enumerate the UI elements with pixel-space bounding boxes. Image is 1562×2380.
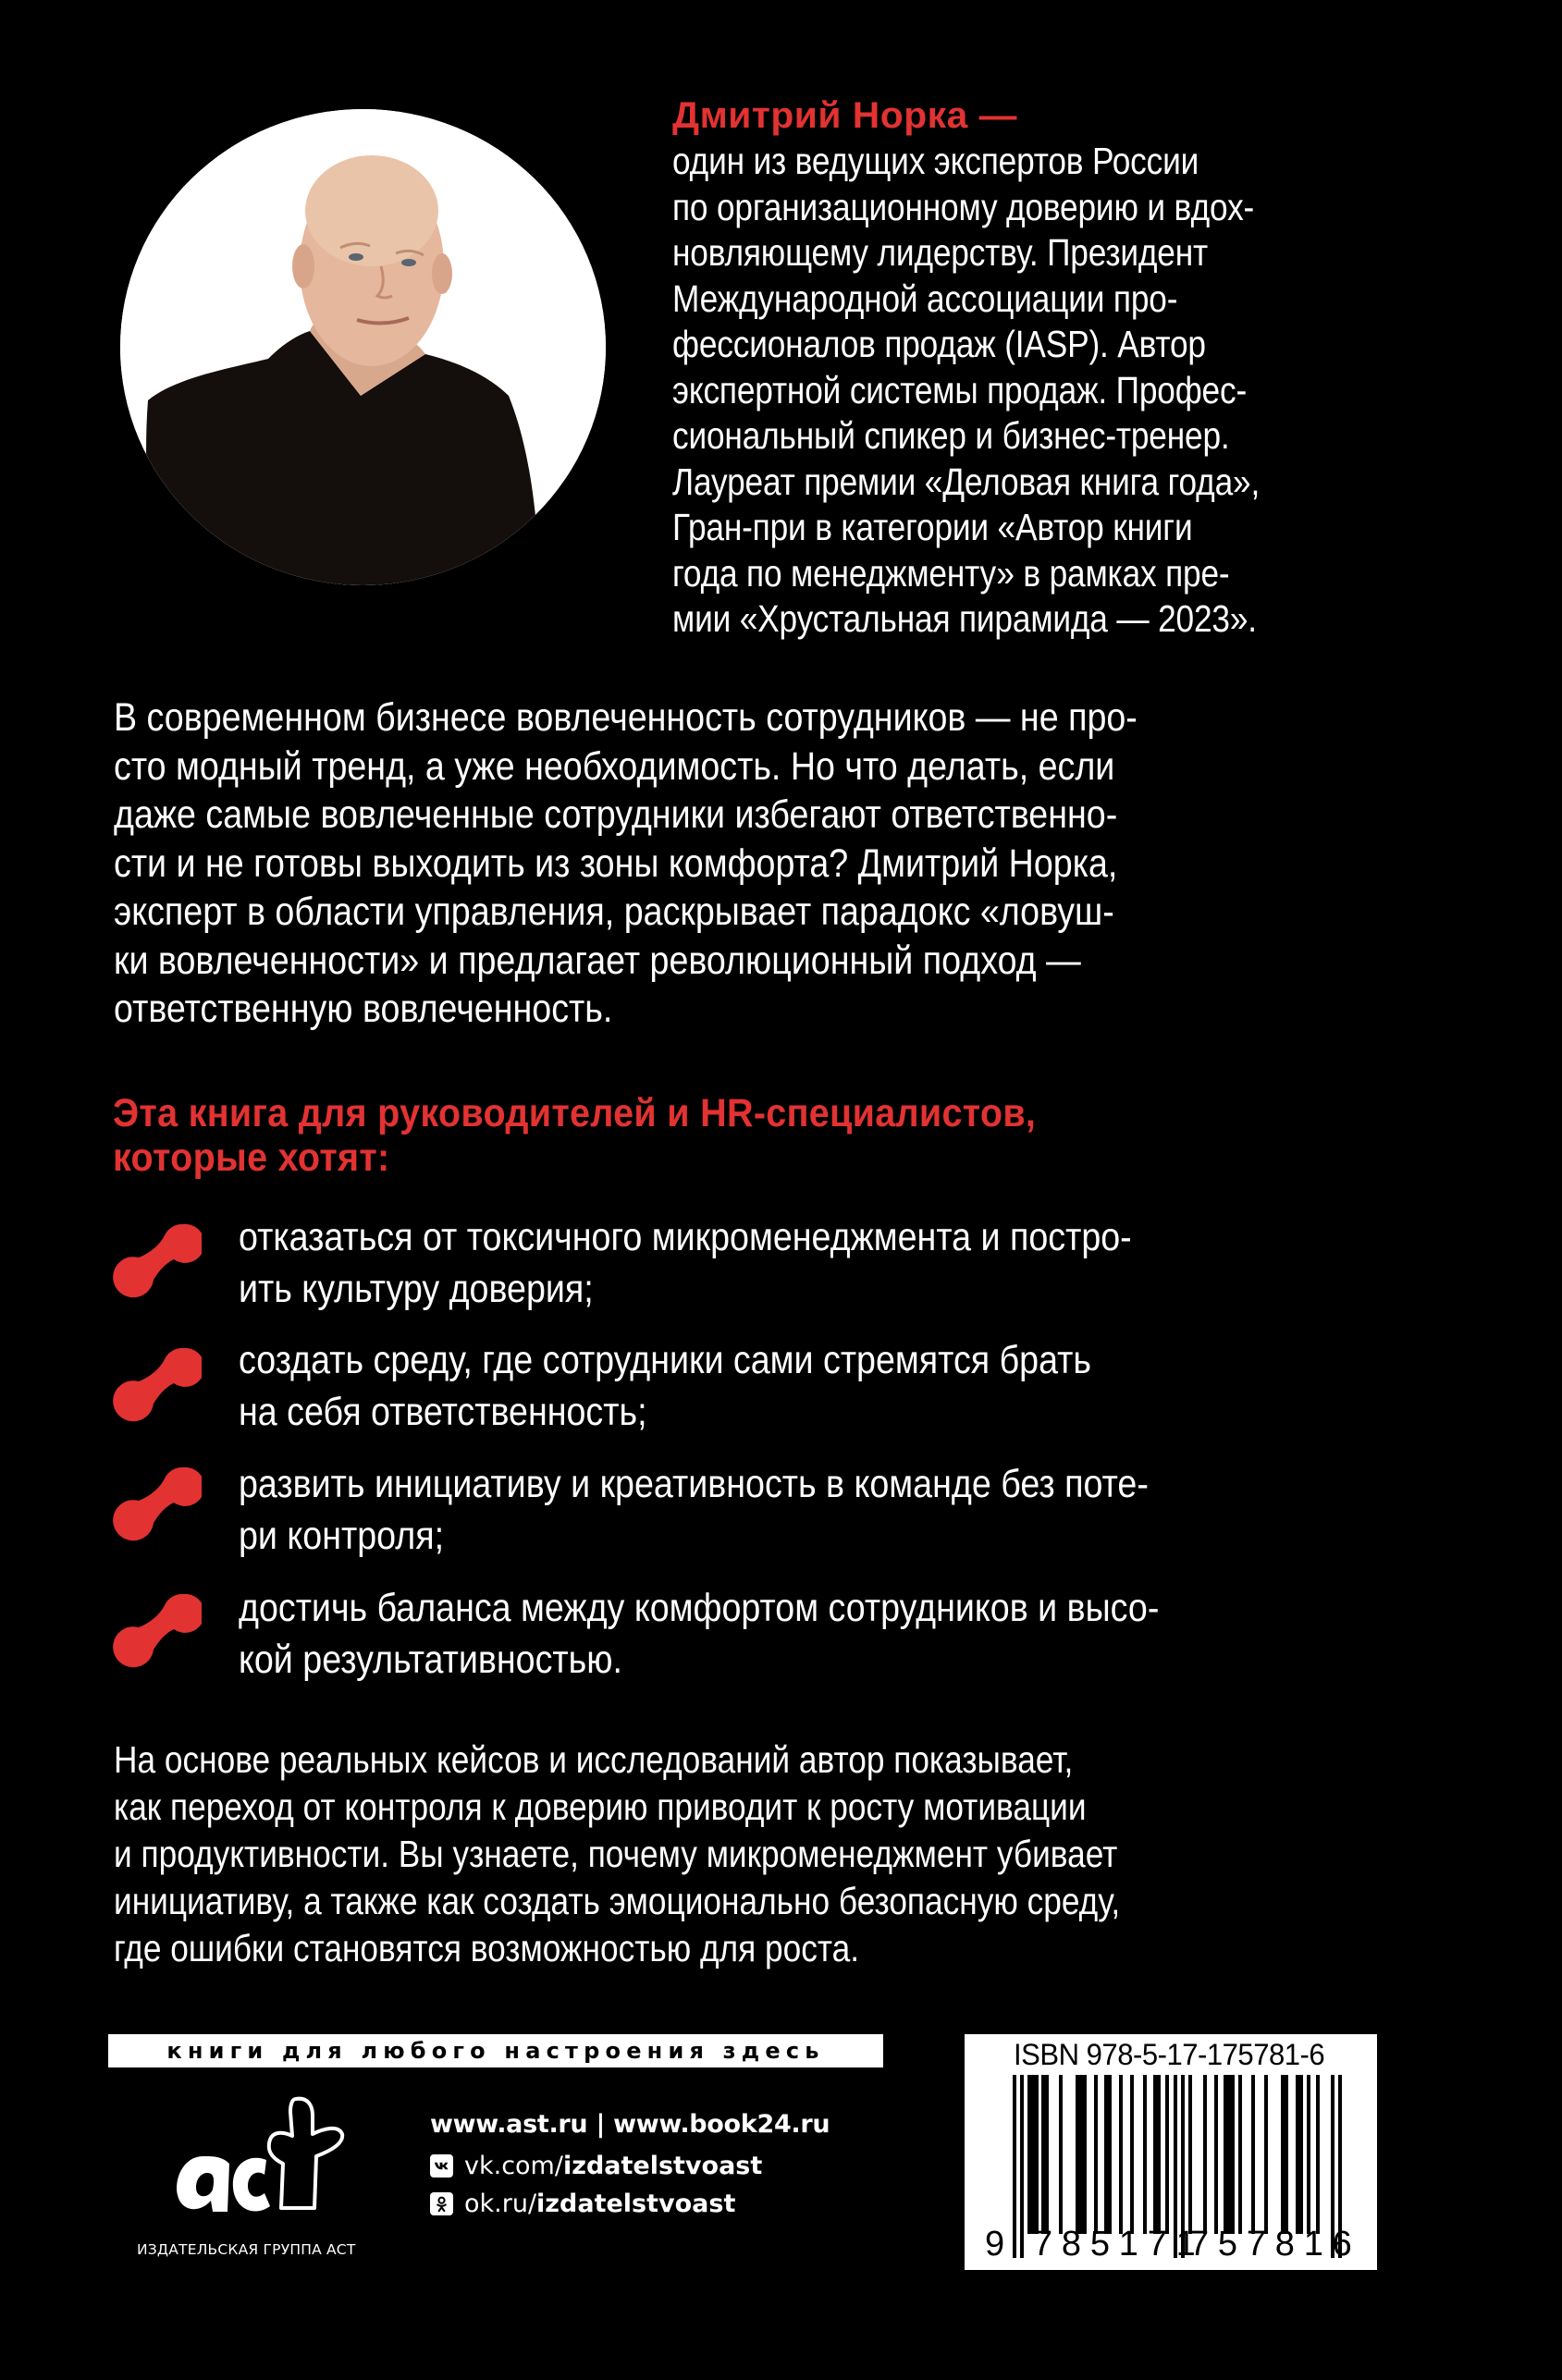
barcode-digit-first: 9: [985, 2225, 1005, 2263]
closing-line: На основе реальных кейсов и исследований автор показывает,: [114, 1738, 1074, 1781]
intro-line: сто модный тренд, а уже необходимость. Но что делать, если: [114, 743, 1115, 789]
ast-logo-icon: [166, 2092, 351, 2221]
vk-prefix: vk.com/: [464, 2152, 563, 2180]
closing-line: как переход от контроля к доверию приводит к росту мотивации: [114, 1785, 1087, 1828]
closing-line: где ошибки становятся возможностью для роста.: [114, 1927, 860, 1969]
publisher-label: ИЗДАТЕЛЬСКАЯ ГРУППА АСТ: [137, 2241, 356, 2258]
list-item-line: развить инициативу и креативность в команде без поте-: [239, 1462, 1149, 1506]
author-photo: [120, 109, 606, 585]
author-bio: [672, 92, 1440, 643]
red-dumbbell-bullet-icon: [109, 1213, 202, 1306]
author-name-heading: Дмитрий Норка —: [672, 95, 1017, 136]
red-dumbbell-bullet-icon: [109, 1583, 202, 1675]
ok-icon: [430, 2192, 453, 2215]
slogan-bar: [108, 2034, 883, 2067]
ok-handle: izdatelstvoast: [536, 2190, 736, 2218]
intro-line: даже самые вовлеченные сотрудники избегают ответственно-: [114, 792, 1118, 837]
bio-line: Лауреат премии «Деловая книга года»,: [672, 460, 1261, 503]
publisher-links: [430, 2110, 830, 2218]
list-item-line: ить культуру доверия;: [239, 1267, 594, 1311]
intro-line: ки вовлеченности» и предлагает революционный подход —: [114, 938, 1081, 983]
slogan-text: книги для любого настроения здесь: [166, 2038, 825, 2064]
intro-line: сти и не готовы выходить из зоны комфорта? Дмитрий Норка,: [114, 840, 1118, 886]
intro-line: эксперт в области управления, раскрывает парадокс «ловуш-: [114, 889, 1114, 934]
bio-line: по организационному доверию и вдох-: [672, 185, 1255, 228]
audience-heading-line: которые хотят:: [113, 1135, 390, 1180]
red-dumbbell-bullet-icon: [109, 1456, 202, 1549]
author-portrait-image: [120, 109, 606, 585]
bio-line: сиональный спикер и бизнес-тренер.: [672, 414, 1230, 457]
closing-paragraph: [114, 1736, 1408, 1972]
list-item-line: создать среду, где сотрудники сами стремятся брать: [239, 1338, 1092, 1382]
list-item-line: кой результативностью.: [239, 1638, 622, 1682]
closing-line: инициативу, а также как создать эмоционально безопасную среду,: [114, 1880, 1121, 1922]
list-item: [239, 1334, 1422, 1438]
list-item: [239, 1458, 1422, 1562]
ok-prefix: ok.ru/: [464, 2190, 537, 2218]
list-item: [239, 1211, 1422, 1315]
list-item: [239, 1582, 1422, 1686]
intro-line: ответственную вовлеченность.: [114, 987, 613, 1031]
bio-line: экспертной системы продаж. Профес-: [672, 368, 1248, 411]
list-item-line: ри контроля;: [239, 1514, 445, 1558]
ok-link[interactable]: [430, 2190, 830, 2218]
bio-line: Международной ассоциации про-: [672, 276, 1178, 320]
intro-line: В современном бизнесе вовлеченность сотрудников — не про-: [114, 695, 1138, 740]
bio-line: один из ведущих экспертов России: [672, 140, 1199, 182]
vk-icon: [430, 2154, 453, 2178]
audience-heading: [113, 1091, 1408, 1180]
closing-line: и продуктивности. Вы узнаете, почему микроменеджмент убивает: [114, 1833, 1118, 1875]
website-links[interactable]: www.ast.ru | www.book24.ru: [430, 2110, 830, 2139]
bio-line: года по менеджменту» в рамках пре-: [672, 551, 1230, 595]
vk-link[interactable]: [430, 2152, 830, 2180]
barcode-digits-left: 785171: [1033, 2225, 1205, 2263]
red-dumbbell-bullet-icon: [109, 1337, 202, 1429]
bio-line: новляющему лидерству. Президент: [672, 231, 1209, 274]
audience-heading-line: Эта книга для руководителей и HR-специалистов,: [113, 1091, 1037, 1135]
intro-paragraph: [114, 693, 1408, 1034]
bio-line: мии «Хрустальная пирамида — 2023».: [672, 597, 1257, 640]
bio-line: фессионалов продаж (IASP). Автор: [672, 323, 1206, 365]
list-item-line: отказаться от токсичного микроменеджмента и постро-: [239, 1215, 1132, 1259]
bio-line: Гран-при в категории «Автор книги: [672, 506, 1193, 548]
isbn-barcode: [965, 2034, 1377, 2270]
list-item-line: на себя ответственность;: [239, 1390, 647, 1434]
list-item-line: достичь баланса между комфортом сотрудников и высо-: [239, 1586, 1160, 1630]
isbn-label: ISBN 978-5-17-175781-6: [1014, 2038, 1325, 2071]
vk-handle: izdatelstvoast: [562, 2152, 763, 2180]
barcode-digits-right: 757816: [1189, 2225, 1361, 2263]
